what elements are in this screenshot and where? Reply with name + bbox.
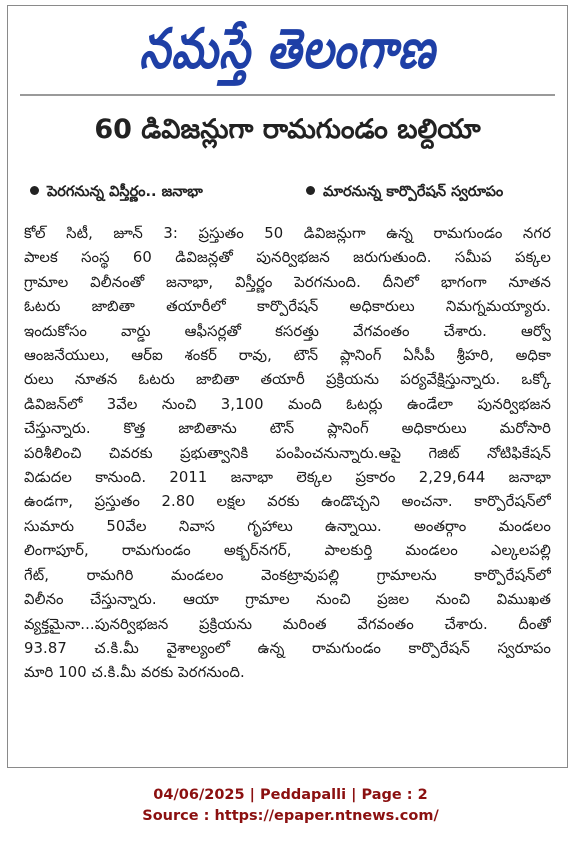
- bullet-icon: [30, 186, 39, 195]
- body-line: విడుదల కానుంది. 2011 జనాభా లెక్కల ప్రకారం 2,29,644 జనాభా: [24, 469, 551, 487]
- body-line: ఇందుకోసం వార్డు ఆఫీసర్లతో కసరత్తు వేగవంతం చేశారు. ఆర్వో: [24, 322, 551, 340]
- body-line: విలీనం చేస్తున్నారు. ఆయా గ్రామాల నుంచి ప్రజల నుంచి విముఖత: [24, 591, 551, 609]
- body-line: చేస్తున్నారు. కొత్త జాబితాను టౌన్ ప్లానింగ్ అధికారులు మరోసారి: [24, 420, 551, 438]
- masthead-divider: [20, 94, 555, 96]
- body-line: గ్రామాల విలీనంతో జనాభా, విస్తీర్ణం పెరగనుంది. దీనిలో భాగంగా నూతన: [24, 273, 551, 291]
- body-line: పాలక సంస్థ 60 డివిజన్లతో పునర్విభజన జరుగుతుంది. సమీప పక్కల: [24, 249, 551, 267]
- news-clipping: [7, 5, 568, 768]
- subhead-2: [306, 178, 503, 206]
- body-line: మారి 100 చ.కి.మీ వరకు పెరగనుంది.: [24, 664, 245, 682]
- source-link[interactable]: Source : https://epaper.ntnews.com/: [142, 808, 439, 824]
- body-line: పరిశీలించి చివరకు ప్రభుత్వానికి పంపించనున్నారు.ఆపై గెజిట్ నోటిఫికేషన్: [24, 444, 551, 462]
- body-line: సుమారు 50వేల నివాస గృహాలు ఉన్నాయి. అంతర్గాం మండలం: [24, 517, 551, 535]
- body-line: ఓటరు జాబితా తయారీలో కార్పొరేషన్ అధికారులు నిమగ్నమయ్యారు.: [24, 298, 551, 316]
- body-line: ఉండగా, ప్రస్తుతం 2.80 లక్షల వరకు ఉండొచ్చని అంచనా. కార్పొరేషన్‌లో: [24, 493, 551, 511]
- body-line: లింగాపూర్, రామగుండం అక్బర్‌నగర్, పాలకుర్తి మండలం ఎల్కలపల్లి: [24, 542, 551, 560]
- body-line: 93.87 చ.కి.మీ వైశాల్యంలో ఉన్న రామగుండం కార్పొరేషన్ స్వరూపం: [24, 639, 551, 657]
- body-line: డివిజన్‌లో 3వేల నుంచి 3,100 మంది ఓటర్లు ఉండేలా పునర్విభజన: [24, 395, 551, 413]
- subhead-1-text: పెరగనున్న విస్తీర్ణం.. జనాభా: [47, 184, 203, 200]
- body-line: వ్యక్తమైనా...పునర్విభజన ప్రక్రియను మరింత వేగవంతం చేశారు. దీంతో: [24, 615, 551, 633]
- masthead-title: నమస్తే తెలంగాణ: [139, 17, 436, 82]
- body-line: ఆంజనేయులు, ఆర్ఐ శంకర్ రావు, టౌన్ ప్లానింగ్ ఏసీపీ శ్రీహరి, అధికా: [24, 347, 551, 365]
- article-body: [24, 222, 551, 686]
- edition-info: 04/06/2025 | Peddapalli | Page : 2: [153, 787, 428, 803]
- subhead-1: [30, 178, 203, 206]
- subhead-2-text: మారనున్న కార్పొరేషన్ స్వరూపం: [323, 184, 504, 200]
- body-line: కోల్ సిటీ, జూన్ 3: ప్రస్తుతం 50 డివిజన్లుగా ఉన్న రామగుండం నగర: [24, 225, 551, 242]
- bullet-icon: [306, 186, 315, 195]
- newspaper-masthead: [8, 8, 567, 92]
- article-subheads: [26, 178, 557, 206]
- body-line: రులు నూతన ఓటరు జాబితా తయారీ ప్రక్రియను పర్యవేక్షిస్తున్నారు. ఒక్కో: [24, 371, 551, 389]
- body-line: గేట్, రామగిరి మండలం వెంకట్రావుపల్లి గ్రామాలను కార్పొరేషన్‌లో: [24, 566, 551, 584]
- article-headline: 60 డివిజన్లుగా రామగుండం బల్దియా: [94, 114, 481, 145]
